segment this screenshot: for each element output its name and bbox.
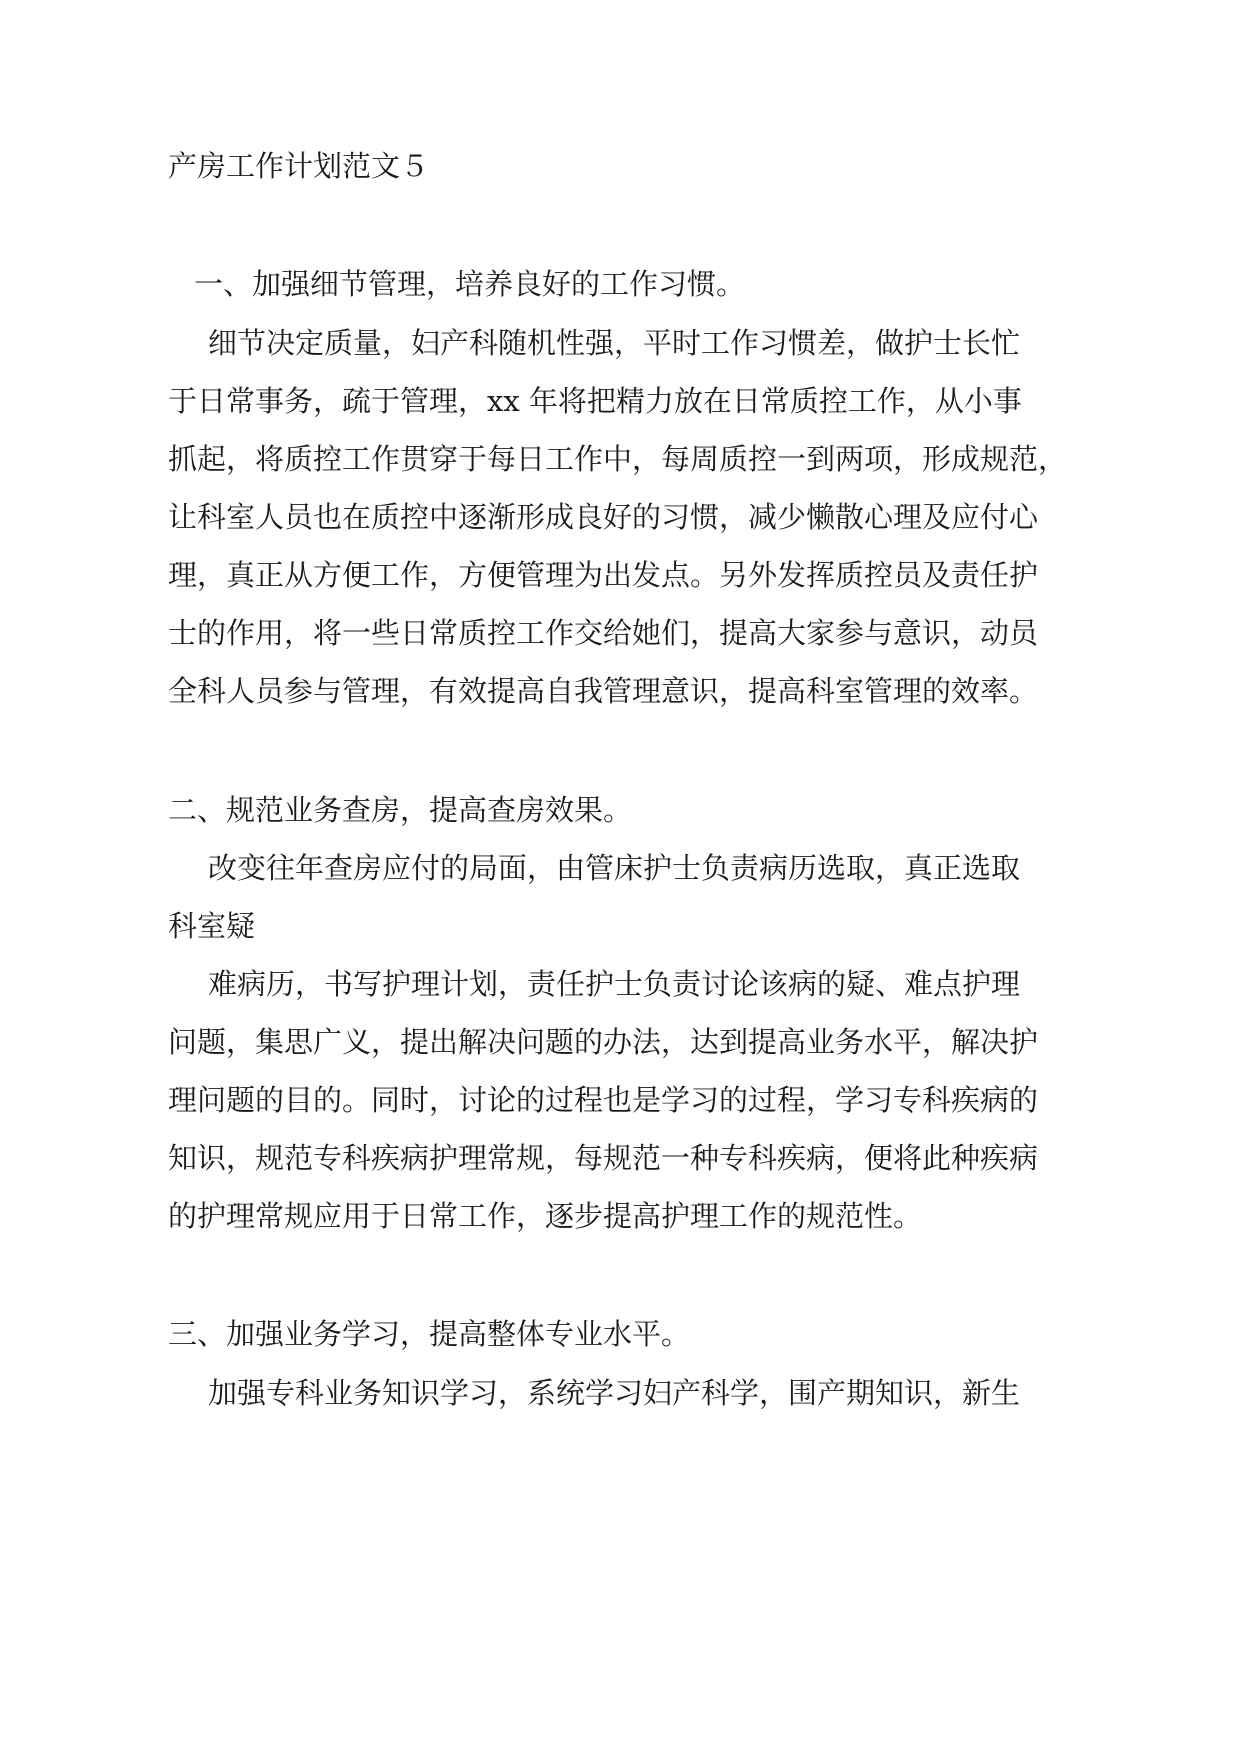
section-2-line-1: 改变往年查房应付的局面，由管床护士负责病历选取，真正选取 (208, 851, 1021, 885)
section-2-line-7: 的护理常规应用于日常工作，逐步提高护理工作的规范性。 (168, 1199, 923, 1233)
section-1-heading: 一、加强细节管理，培养良好的工作习惯。 (194, 267, 746, 301)
section-3-line-1: 加强专科业务知识学习，系统学习妇产科学，围产期知识，新生 (208, 1376, 1021, 1410)
section-1-line-2: 于日常事务，疏于管理，xx 年将把精力放在日常质控工作，从小事 (168, 384, 1022, 418)
section-2-line-2: 科室疑 (168, 909, 256, 943)
section-1-line-5: 理，真正从方便工作，方便管理为出发点。另外发挥质控员及责任护 (168, 558, 1039, 592)
section-2-line-5: 理问题的目的。同时，讨论的过程也是学习的过程，学习专科疾病的 (168, 1083, 1039, 1117)
section-2-line-3: 难病历，书写护理计划，责任护士负责讨论该病的疑、难点护理 (208, 967, 1021, 1001)
section-1-line-4: 让科室人员也在质控中逐渐形成良好的习惯，减少懒散心理及应付心 (168, 500, 1039, 534)
section-3-heading: 三、加强业务学习，提高整体专业水平。 (168, 1317, 691, 1351)
section-1-line-1: 细节决定质量，妇产科随机性强，平时工作习惯差，做护士长忙 (208, 326, 1021, 360)
section-1-line-6: 士的作用，将一些日常质控工作交给她们，提高大家参与意识，动员 (168, 616, 1039, 650)
section-2-line-4: 问题，集思广义，提出解决问题的办法，达到提高业务水平，解决护 (168, 1025, 1039, 1059)
document-title: 产房工作计划范文５ (168, 149, 430, 183)
section-1-line-3: 抓起，将质控工作贯穿于每日工作中，每周质控一到两项，形成规范， (168, 442, 1068, 476)
section-2-heading: 二、规范业务查房，提高查房效果。 (168, 793, 633, 827)
section-2-line-6: 知识，规范专科疾病护理常规，每规范一种专科疾病，便将此种疾病 (168, 1141, 1039, 1175)
section-1-line-7: 全科人员参与管理，有效提高自我管理意识，提高科室管理的效率。 (168, 674, 1039, 708)
